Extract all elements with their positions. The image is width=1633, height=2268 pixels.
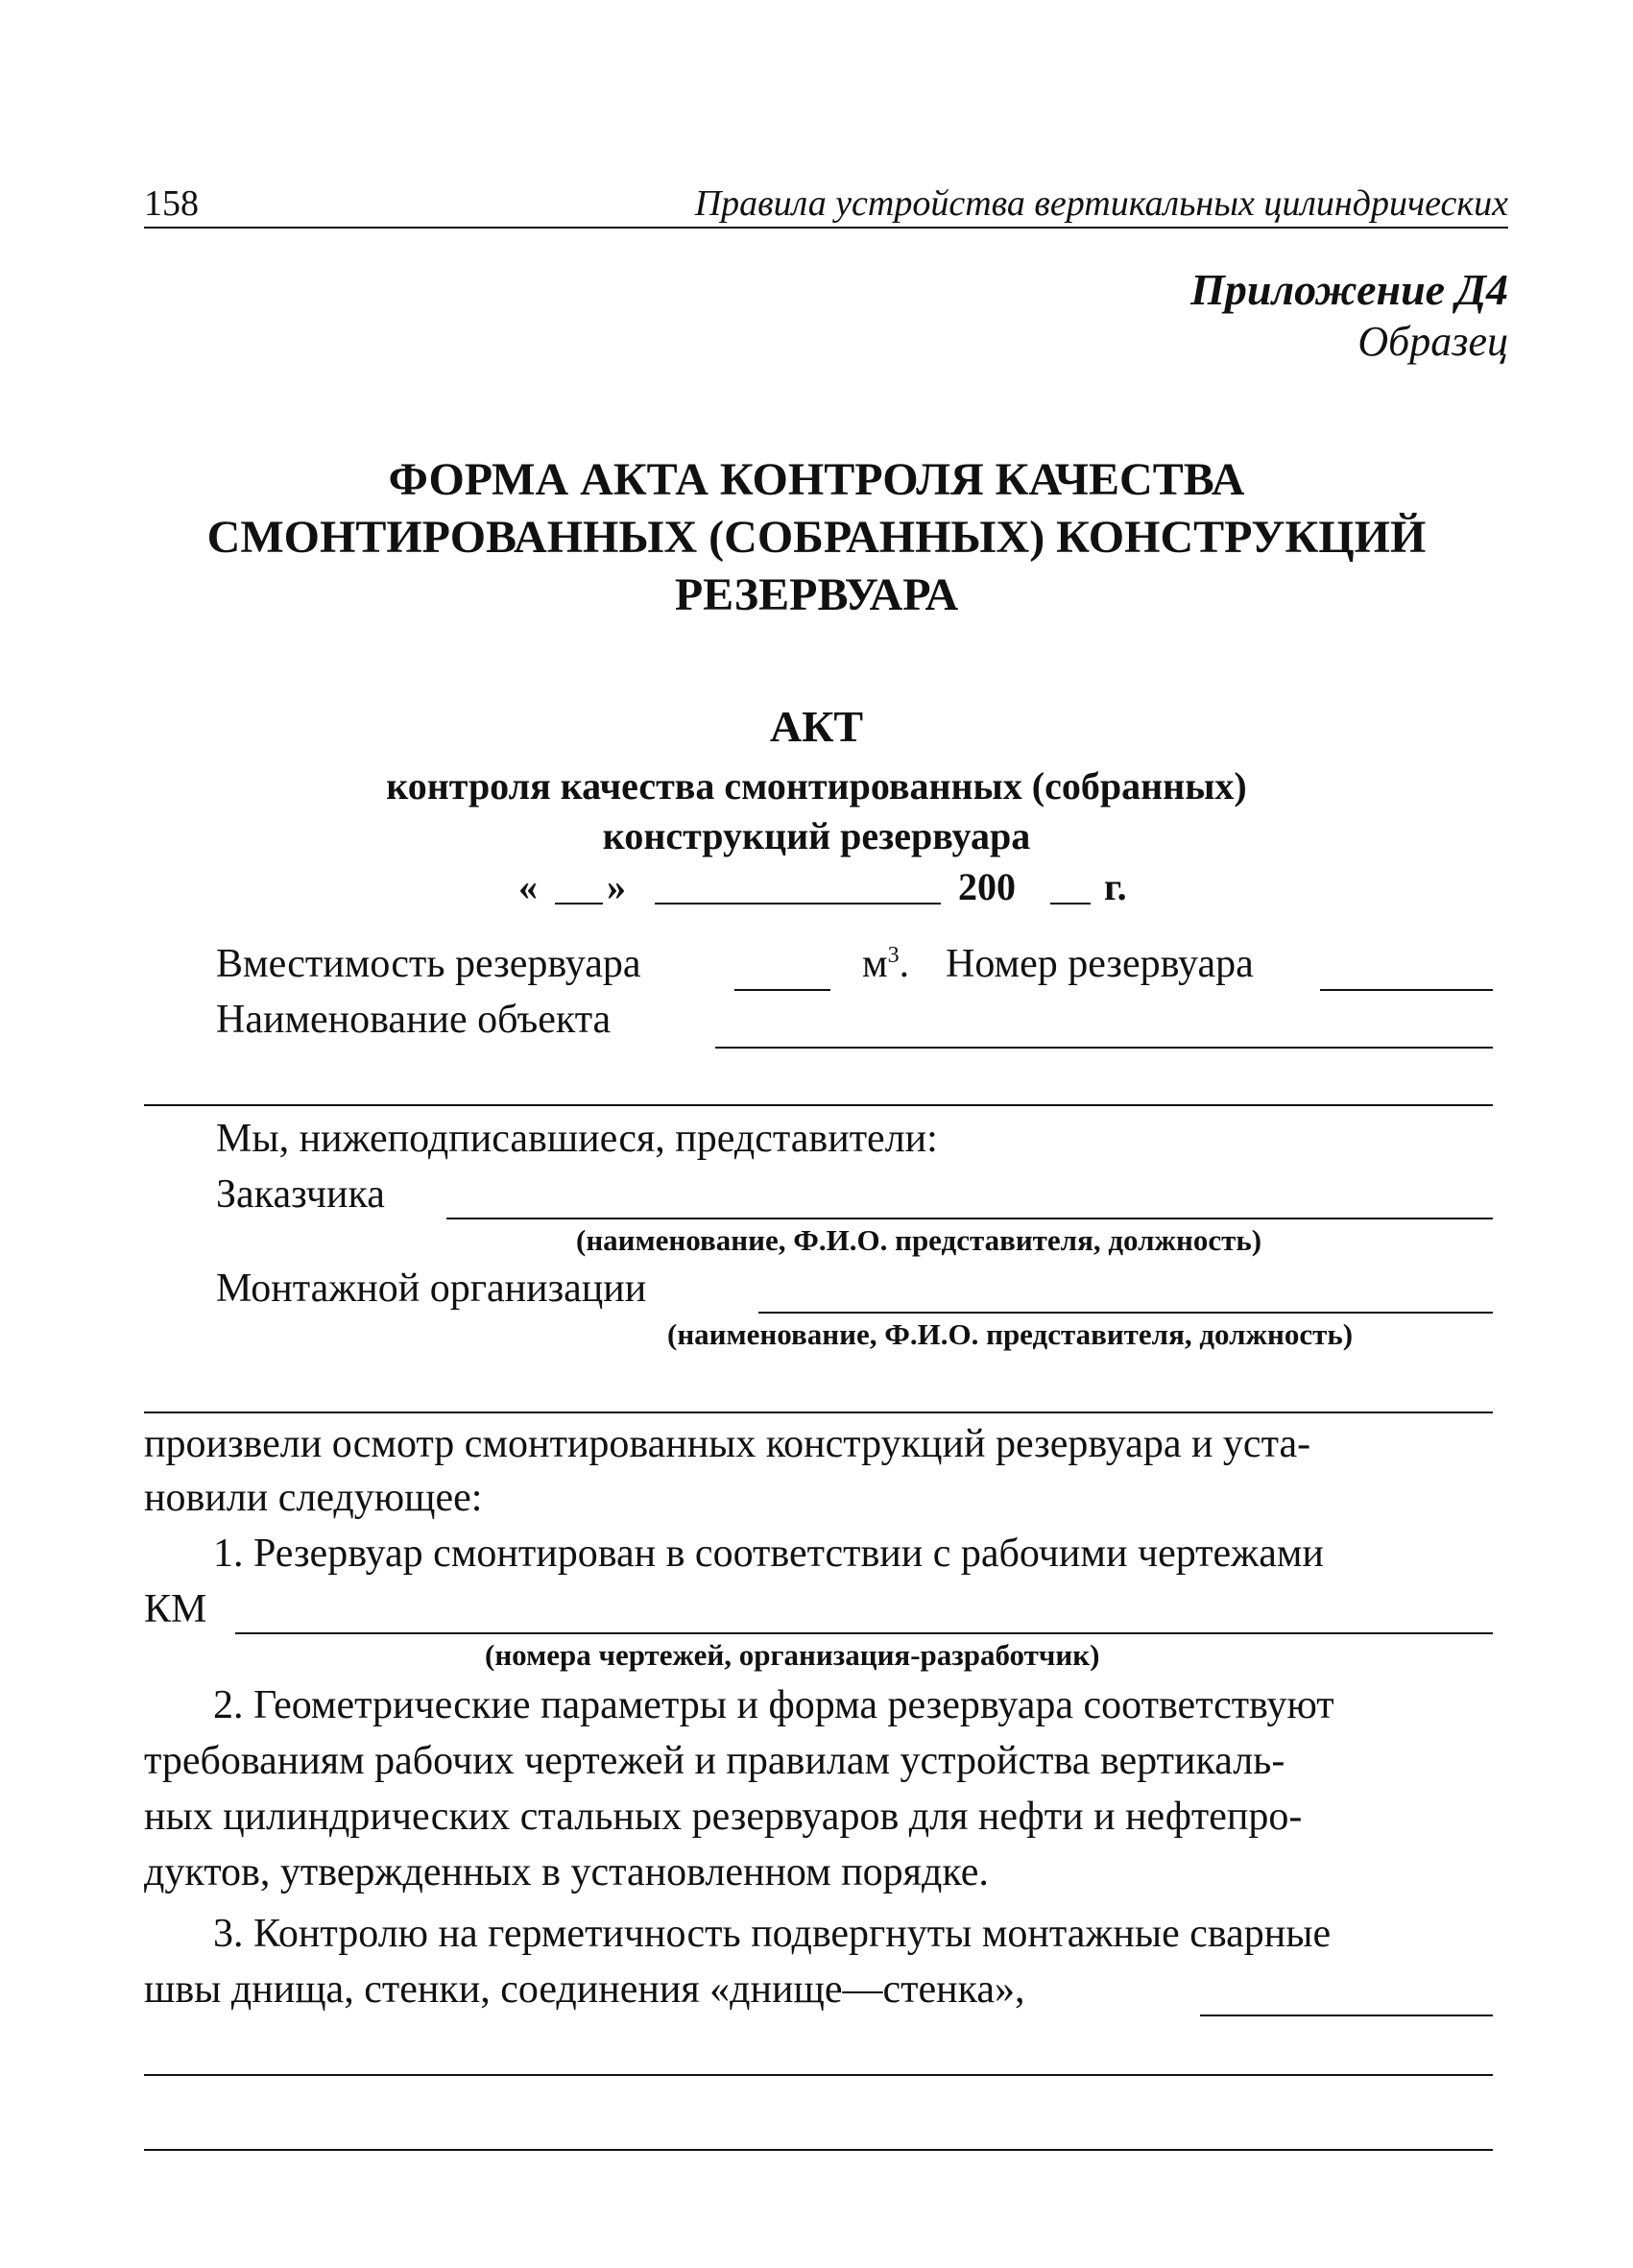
- inspection-line-2: новили следующее:: [144, 1476, 483, 1520]
- signatories-intro: Мы, нижеподписавшиеся, представители:: [216, 1117, 938, 1161]
- date-close-quote: »: [607, 865, 626, 908]
- page-number: 158: [144, 183, 199, 224]
- appendix-label: Приложение Д4: [1190, 265, 1508, 314]
- date-open-quote: «: [518, 865, 538, 908]
- header-rule: [144, 227, 1508, 229]
- item-3-line-2: швы днища, стенки, соединения «днище—стенка»,: [144, 1967, 1025, 2012]
- capacity-label: Вместимость резервуара: [216, 942, 641, 986]
- form-title-line-1: ФОРМА АКТА КОНТРОЛЯ КАЧЕСТВА: [388, 454, 1245, 505]
- date-month-blank[interactable]: [655, 903, 941, 905]
- item-3-blank-continued-1[interactable]: [144, 2074, 1493, 2076]
- object-name-blank-continued[interactable]: [144, 1104, 1493, 1106]
- installer-blank[interactable]: [758, 1312, 1493, 1314]
- item-3-blank-continued-2[interactable]: [144, 2149, 1493, 2151]
- act-subtitle-line-1: контроля качества смонтированных (собранных): [386, 764, 1247, 808]
- date-year-blank[interactable]: [1050, 903, 1091, 905]
- customer-blank[interactable]: [446, 1218, 1493, 1219]
- running-title: Правила устройства вертикальных цилиндрических: [694, 183, 1508, 224]
- item-3-line-1: 3. Контролю на герметичность подвергнуты монтажные сварные: [213, 1912, 1332, 1956]
- object-name-blank[interactable]: [715, 1047, 1493, 1049]
- date-year-prefix: 200: [958, 865, 1016, 908]
- item-3-blank[interactable]: [1200, 2015, 1493, 2016]
- item-2-line-2: требованиям рабочих чертежей и правилам устройства вертикаль-: [144, 1739, 1285, 1783]
- form-title-line-2: СМОНТИРОВАННЫХ (СОБРАННЫХ) КОНСТРУКЦИЙ: [206, 512, 1427, 563]
- item-2-line-4: дуктов, утвержденных в установленном порядке.: [144, 1850, 989, 1894]
- act-heading: АКТ: [769, 702, 864, 751]
- inspection-line-1: произвели осмотр смонтированных конструкций резервуара и уста-: [144, 1422, 1311, 1466]
- tank-number-label: Номер резервуара: [946, 942, 1254, 986]
- item-1-line-1: 1. Резервуар смонтирован в соответствии с рабочими чертежами: [213, 1532, 1324, 1576]
- act-subtitle-line-2: конструкций резервуара: [602, 814, 1031, 857]
- date-day-blank[interactable]: [555, 903, 603, 905]
- form-title-line-3: РЕЗЕРВУАРА: [674, 569, 959, 620]
- item-1-caption: (номера чертежей, организация-разработчик): [485, 1638, 1100, 1672]
- item-1-km-label: КМ: [144, 1587, 207, 1631]
- customer-label: Заказчика: [216, 1172, 385, 1217]
- item-1-drawings-blank[interactable]: [235, 1632, 1493, 1634]
- capacity-unit: $м^3$.: [862, 942, 910, 986]
- item-2-line-1: 2. Геометрические параметры и форма резервуара соответствуют: [213, 1683, 1334, 1727]
- item-2-line-3: ных цилиндрических стальных резервуаров для нефти и нефтепро-: [144, 1795, 1303, 1839]
- tank-number-blank[interactable]: [1320, 989, 1493, 991]
- installer-label: Монтажной организации: [216, 1267, 647, 1311]
- object-name-label: Наименование объекта: [216, 998, 612, 1042]
- sample-label: Образец: [1357, 318, 1508, 365]
- installer-caption: (наименование, Ф.И.О. представителя, должность): [667, 1317, 1354, 1351]
- capacity-blank[interactable]: [734, 989, 830, 991]
- installer-blank-continued[interactable]: [144, 1411, 1493, 1413]
- customer-caption: (наименование, Ф.И.О. представителя, должность): [576, 1223, 1262, 1257]
- date-year-suffix: г.: [1104, 865, 1127, 908]
